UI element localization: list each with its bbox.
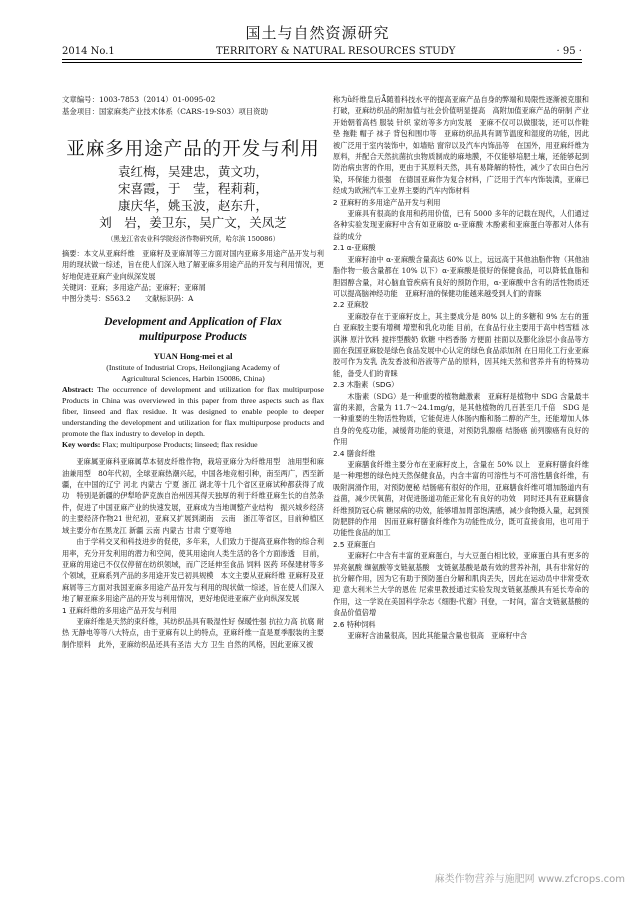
abstract-en bbox=[62, 384, 324, 439]
classification-number: 中图分类号：S563.2 文献标识码：A bbox=[62, 294, 194, 304]
title-en-line: multipurpose Products bbox=[139, 330, 247, 343]
body-paragraph: 亚麻籽油中 α-亚麻酸含量高达 60% 以上，远远高于其他油脂作物（其他油脂作物一般含量都在 10% 以下）α-亚麻酸是很好的保健食品，可以降低血脂和胆固醇含量，对心脑血管疾病有良好的预防作用，α-亚麻酸中含有的活性物质还可以提高脑神经功能 亚麻籽油的保健功能越来越受到人们的青睐 bbox=[333, 254, 589, 298]
affil-en-line: Agricultural Sciences, Harbin 150086, China) bbox=[121, 374, 265, 384]
affil-en-line: (Institute of Industrial Crops, Heilongjiang Academy of bbox=[106, 363, 280, 373]
right-column bbox=[333, 94, 589, 642]
section-heading: 2 亚麻籽的多用途产品开发与利用 bbox=[333, 197, 441, 207]
section-heading: 2.1 α-亚麻酸 bbox=[333, 243, 376, 253]
keywords-cn: 关键词：亚麻；多用途产品；亚麻籽；亚麻屑 bbox=[62, 283, 206, 293]
author-line: 康庆华，姚玉波，赵东升， bbox=[117, 198, 268, 214]
section-heading: 2.6 特种饲料 bbox=[333, 619, 376, 629]
author-en: YUAN Hong-mei et al bbox=[153, 351, 233, 361]
abstract-en-label: Abstract: bbox=[62, 385, 94, 395]
section-heading: 1 亚麻纤维的多用途产品开发与利用 bbox=[62, 605, 177, 615]
body-paragraph: 亚麻籽仁中含有丰富的亚麻蛋白，与大豆蛋白相比较，亚麻蛋白具有更多的异亮氨酸 缬氨酸等支链氨基酸 支链氨基酸是最有效的营养补剂，具有非常好的抗分解作用，因为它有助于预防蛋白分解和肌肉丢失，因此在运动员中非常受欢迎 意大利米兰大学的恩佐 尼索里教授通过实验发现支链氨基酸具有延长寿命的作用，这一学说在美国科学杂志《细胞-代谢》刊登，一时间，富含支链氨基酸的食品价值倍增 bbox=[333, 551, 589, 618]
body-paragraph: 亚麻胶存在于亚麻籽皮上，其主要成分是 80% 以上的多糖和 9% 左右的蛋白 亚麻胶主要有增稠 增塑和乳化功能 目前，在食品行业主要用于高中档雪糕 冰淇淋 原汁饮料 搅拌型酸奶 软糖 中档香肠 方便面 挂面以及膨化涂层小食品等方面在我国亚麻胶是绿色食品发展中心认定的绿色食品添加剂 在日用化工行业亚麻胶可作为发乳 洗发香波和浴液等产品的原料，因其纯天然和营养并有的特殊功能，备受人们的青睐 bbox=[333, 311, 589, 378]
abstract-en-text: The occurrence of development and utilization for flax multipurpose Products in China was overviewed in this paper from three aspects such as flax fiber, linseed and flax residue. It was designed to enable people to deeper understanding the development and utilization for flax multipurpose products and promote the flax industry to develop in depth. bbox=[62, 385, 324, 439]
body-paragraph: 亚麻纤维是天然的束纤维，其纺织品具有吸湿性好 保暖性强 抗拉力高 抗腐 耐热 无静电等等八大特点，由于亚麻有以上的特点，亚麻纤维一直是夏季服装的主要制作原料 此外，亚麻纺织品还具有圣洁 大方 卫生 自然的风格，因此亚麻又被 bbox=[62, 616, 324, 649]
author-line: 刘 岩，姜卫东，吴广文，关凤芝 bbox=[99, 215, 287, 231]
body-paragraph: 由于学科交叉和科技进步的促使，多年来，人们致力于提高亚麻作物的综合利用率，充分开发利用的潜力和空间，使其用途向人类生活的各个方面渗透 目前，亚麻的用途已不仅仅停留在纺织领域，而广泛延伸至食品 饲料 医药 环保建材等多个领域，亚麻系列产品的多用途开发已初具规模 本文主要从亚麻纤维 亚麻籽及亚麻屑等三方面对我国亚麻多用途产品开发与利用的现状做一综述，旨在使人们深入地了解亚麻多用途产品的开发与利用情况，更好地促进亚麻产业向纵深发展 bbox=[62, 537, 324, 604]
section-heading: 2.5 亚麻蛋白 bbox=[333, 539, 376, 549]
section-heading: 2.3 木脂素（SDG） bbox=[333, 380, 399, 390]
site-watermark: 麻类作物营养与施肥网 www.zfcrops.com bbox=[434, 874, 625, 885]
journal-title: 国土与自然资源研究 bbox=[245, 24, 390, 42]
left-column bbox=[62, 94, 324, 650]
affiliation-cn: （黑龙江省农业科学院经济作物研究所，哈尔滨 150086） bbox=[106, 235, 280, 244]
header-rule bbox=[62, 62, 582, 63]
section-heading: 2.4 膳食纤维 bbox=[333, 448, 376, 458]
journal-title-en: TERRITORY & NATURAL RESOURCES STUDY bbox=[215, 46, 456, 57]
section-heading: 2.2 亚麻胶 bbox=[333, 300, 369, 310]
keywords-en-text: Flax; multipurpose Products; linseed; flax residue bbox=[102, 440, 258, 450]
keywords-en-label: Key words: bbox=[62, 440, 101, 450]
author-line: 袁红梅，吴建忠，黄文功， bbox=[117, 164, 268, 180]
fund-note: 基金项目：国家麻类产业技术体系（CARS-19-S03）项目资助 bbox=[62, 107, 268, 116]
body-paragraph: 亚麻属亚麻科亚麻属草本韧皮纤维作物，栽培亚麻分为纤维用型 油用型和麻油兼用型 80年代初，全球亚麻热潮兴起，中国各地竞相引种，南至两广，西至新疆，在中国的辽宁 河北 内蒙古 宁夏 浙江 湖北等十几个省区亚麻试种都获得了成功 特别是新疆的伊犁哈萨克族自治州因其得天独厚的利于纤维亚麻生长的自然条件，促进了中国亚麻产业的快速发展，亚麻成为当地调整产业结构 振兴城乡经济的主要经济作物21 世纪初，亚麻又扩展到湖南 云南 浙江等省区，目前种植区域主要分布在黑龙江 新疆 云南 内蒙古 甘肃 宁夏等地 bbox=[62, 457, 324, 535]
authors-cn bbox=[62, 163, 324, 231]
paper-title-cn: 亚麻多用途产品的开发与利用 bbox=[66, 139, 320, 160]
title-en-line: Development and Application of Flax bbox=[104, 315, 282, 328]
page-number: · 95 · bbox=[556, 46, 582, 57]
running-header bbox=[62, 46, 582, 60]
body-paragraph: 亚麻籽含油量很高，因此其能量含量也很高 亚麻籽中含 bbox=[347, 631, 528, 641]
paper-title-en bbox=[62, 315, 324, 345]
issue-number: 2014 No.1 bbox=[62, 46, 115, 57]
body-paragraph: 称为ǜ纤维皇后Ǟ随着科技水平的提高亚麻产品自身的弊端和局限性逐渐被克服和打破，亚麻纺织品的附加值与社会价值明显提高 高附加值亚麻产品的研制 产业开始朝着高档 服装 针织 家纺等多方向发展 亚麻不仅可以做服装，还可以作鞋垫 拖鞋 帽子 袜子 背包和围巾等 亚麻纺织品具有调节温度和湿度的功能，因此被广泛用于室内装饰中，如墙贴 窗帘以及汽车内饰品等 在国外，用亚麻纤维为原料，并配合天然抗菌抗虫物质制成的麻地膜，不仅能够培肥土壤，还能够起到防治病虫害的作用，更由于其原料天然，具有易降解的特性，减少了农田白色污染，环保能力很强 在德国亚麻作为复合材料，广泛用于汽车内饰装潢，亚麻已经成为欧洲汽车工业界主要的汽车内饰材料 bbox=[333, 95, 589, 196]
keywords-en bbox=[62, 439, 324, 450]
abstract-cn: 摘要：本文从亚麻纤维 亚麻籽及亚麻屑等三方面对国内亚麻多用途产品开发与利用的现状做一综述，旨在使人们深入地了解亚麻多用途产品的开发与利用情况，更好地促进亚麻产业向纵深发展 bbox=[62, 248, 324, 281]
body-paragraph: 亚麻具有很高的食用和药用价值，已有 5000 多年的记载在现代，人们通过各种实验发现亚麻籽中含有如亚麻胶 α-亚麻酸 木酚素和亚麻蛋白等都对人体有益的成分 bbox=[333, 209, 589, 241]
affiliation-en bbox=[62, 362, 324, 384]
author-line: 宋喜霞，于 莹，程莉莉， bbox=[117, 181, 268, 197]
body-paragraph: 亚麻膳食纤维主要分布在亚麻籽皮上，含量在 50% 以上 亚麻籽膳食纤维是一种理想的绿色纯天然保健食品，内含丰富的可溶性与不可溶性膳食纤维，有吸附润滑作用，对预防便秘 结肠癌有很好的作用，亚麻膳食纤维可增加肠道内有益菌，减少厌氧菌，对促进肠道功能正常化有良好的功效 同时还具有亚麻膳食纤维预防冠心病 糖尿病的功效，能够增加胃部饱满感，减少食物摄入量，起到预防肥胖的作用 因而亚麻籽膳食纤维作为功能性成分，既可直接食用，也可用于功能性食品的加工 bbox=[333, 460, 589, 538]
body-paragraph: 木脂素（SDG）是一种重要的植物雌激素 亚麻籽是植物中 SDG 含量最丰富的来源，含量为 11.7～24.1mg/g，是其他植物的几百甚至几千倍 SDG 是一种重要的生物活性物质，它能促进人体肠内酯和肠二醇的产生，还能增加人体自身的免疫功能，减缓肾功能的衰退，对预防乳腺癌 结肠癌 前列腺癌有良好的作用 bbox=[333, 391, 589, 447]
article-number: 文章编号：1003-7853（2014）01-0095-02 bbox=[62, 95, 216, 104]
